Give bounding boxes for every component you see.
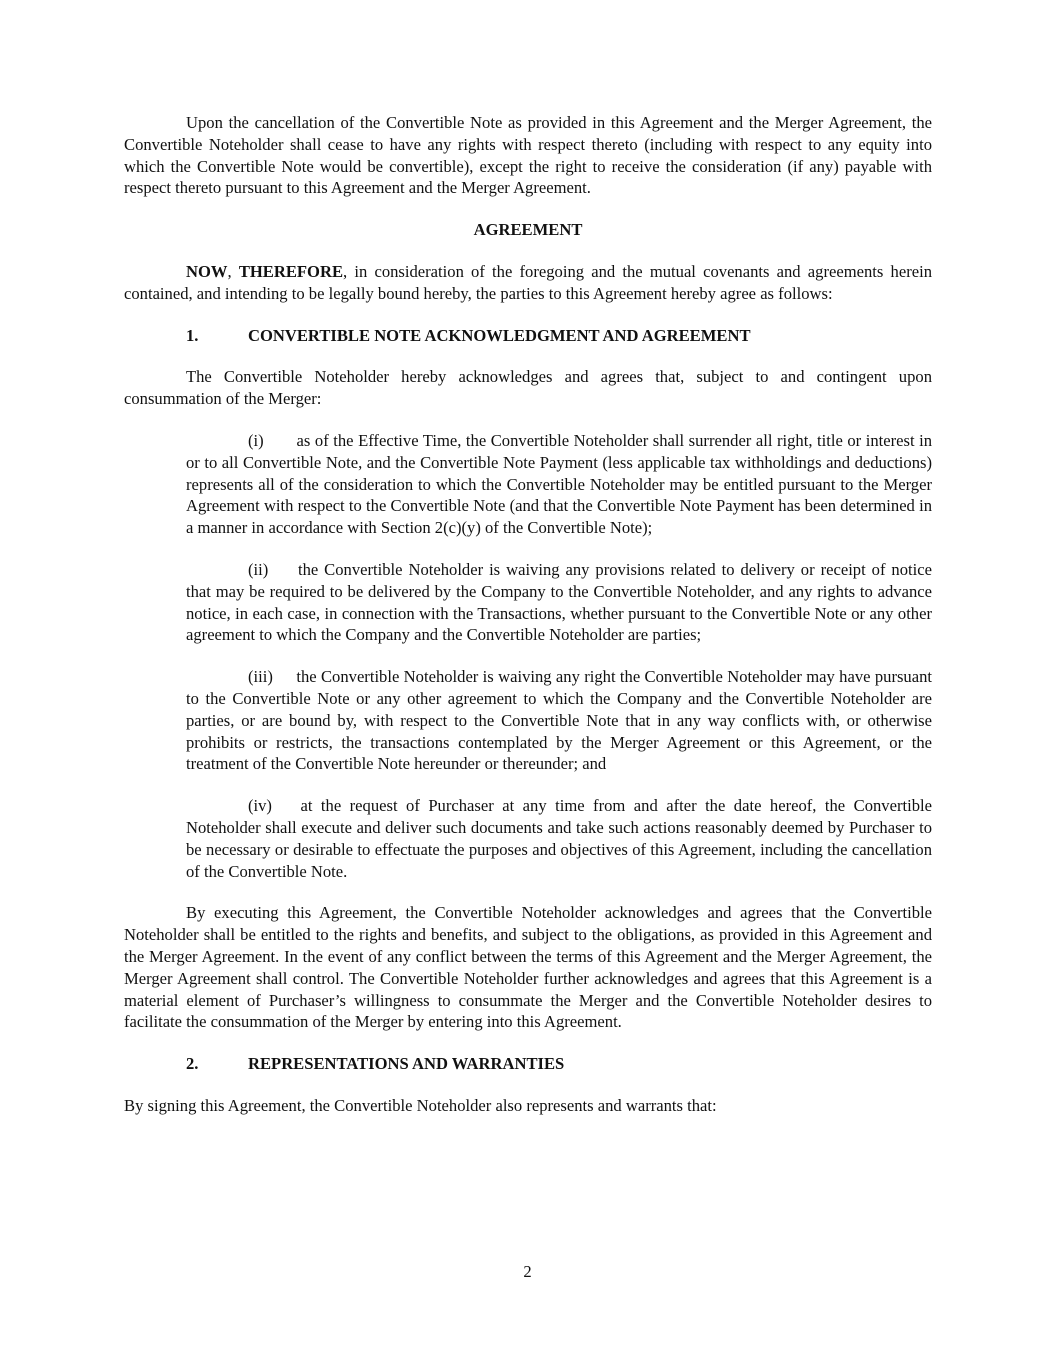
section-2-heading <box>124 1053 932 1075</box>
list-item-text: at the request of Purchaser at any time from and after the date hereof, the Convertible Noteholder shall execute and deliver such documents and take such actions reasonably deemed by Purchaser to be necessary or desirable to effectuate the purposes and objectives of this Agreement, including the cancellation of the Convertible Note. <box>186 796 932 881</box>
list-item-text: as of the Effective Time, the Convertible Noteholder shall surrender all right, title or interest in or to all Convertible Note, and the Convertible Note Payment (less applicable tax withholdings and deductions) represents all of the consideration to which the Convertible Noteholder may be entitled pursuant to the Merger Agreement with respect to the Convertible Note (and that the Convertible Note Payment has been determined in a manner in accordance with Section 2(c)(y) of the Convertible Note); <box>186 430 933 538</box>
list-item <box>186 430 932 539</box>
now-bold: NOW <box>186 261 228 281</box>
section-1-heading <box>124 325 932 347</box>
section-2-intro: By signing this Agreement, the Convertible Noteholder also represents and warrants that: <box>124 1095 717 1115</box>
list-item <box>186 559 932 646</box>
now-comma: , <box>227 261 239 281</box>
list-item <box>186 795 932 882</box>
list-item-text: the Convertible Noteholder is waiving any right the Convertible Noteholder may have pursuant to the Convertible Note or any other agreement to which the Company and the Convertible Noteholder are parties, or are bound by, with respect to the Convertible Note that in any way conflicts with, or otherwise prohibits or restricts, the transactions contemplated by the Merger Agreement or this Agreement, or the treatment of the Convertible Note hereunder or thereunder; and <box>186 667 932 774</box>
section-1-intro: The Convertible Noteholder hereby acknowledges and agrees that, subject to and contingent upon consummation of the Merger: <box>124 367 932 409</box>
section-1-number: 1. <box>186 325 199 345</box>
list-item-label: (iii) <box>248 667 273 687</box>
now-therefore-text: , in consideration of the foregoing and the mutual covenants and agreements herein contained, and intending to be legally bound hereby, the parties to this Agreement hereby agree as follows: <box>124 261 933 303</box>
now-therefore-paragraph <box>124 261 932 305</box>
list-item-label: (i) <box>248 430 264 450</box>
list-item-label: (ii) <box>248 559 269 579</box>
list-item <box>186 666 932 775</box>
intro-paragraph: Upon the cancellation of the Convertible Note as provided in this Agreement and the Merger Agreement, the Convertible Noteholder shall cease to have any rights with respect thereto (including with respect to any equity into which the Convertible Note would be convertible), except the right to receive the consideration (if any) payable with respect thereto pursuant to this Agreement and the Merger Agreement. <box>124 113 932 198</box>
executing-paragraph: By executing this Agreement, the Convertible Noteholder acknowledges and agrees that the Convertible Noteholder shall be entitled to the rights and benefits, and subject to the obligations, as provided in this Agreement and the Merger Agreement. In the event of any conflict between the terms of this Agreement and the Merger Agreement, the Merger Agreement shall control. The Convertible Noteholder further acknowledges and agrees that this Agreement is a material element of Purchaser’s willingness to consummate the Merger and the Convertible Noteholder desires to facilitate the consummation of the Merger by entering into this Agreement. <box>124 903 932 1032</box>
list-item-text: the Convertible Noteholder is waiving any provisions related to delivery or receipt of notice that may be required to be delivered by the Company to the Convertible Noteholder, and any rights to advance notice, in each case, in connection with the Transactions, whether pursuant to the Convertible Note or any other agreement to which the Company and the Convertible Noteholder are parties; <box>186 559 932 645</box>
document-page <box>124 112 932 1117</box>
section-1-title: CONVERTIBLE NOTE ACKNOWLEDGMENT AND AGREEMENT <box>248 325 751 345</box>
section-2-title: REPRESENTATIONS AND WARRANTIES <box>248 1054 565 1074</box>
therefore-bold: THEREFORE <box>238 261 344 281</box>
page-number: 2 <box>523 1262 532 1281</box>
agreement-heading: AGREEMENT <box>473 220 583 240</box>
list-item-label: (iv) <box>248 796 272 816</box>
section-2-number: 2. <box>186 1054 199 1074</box>
